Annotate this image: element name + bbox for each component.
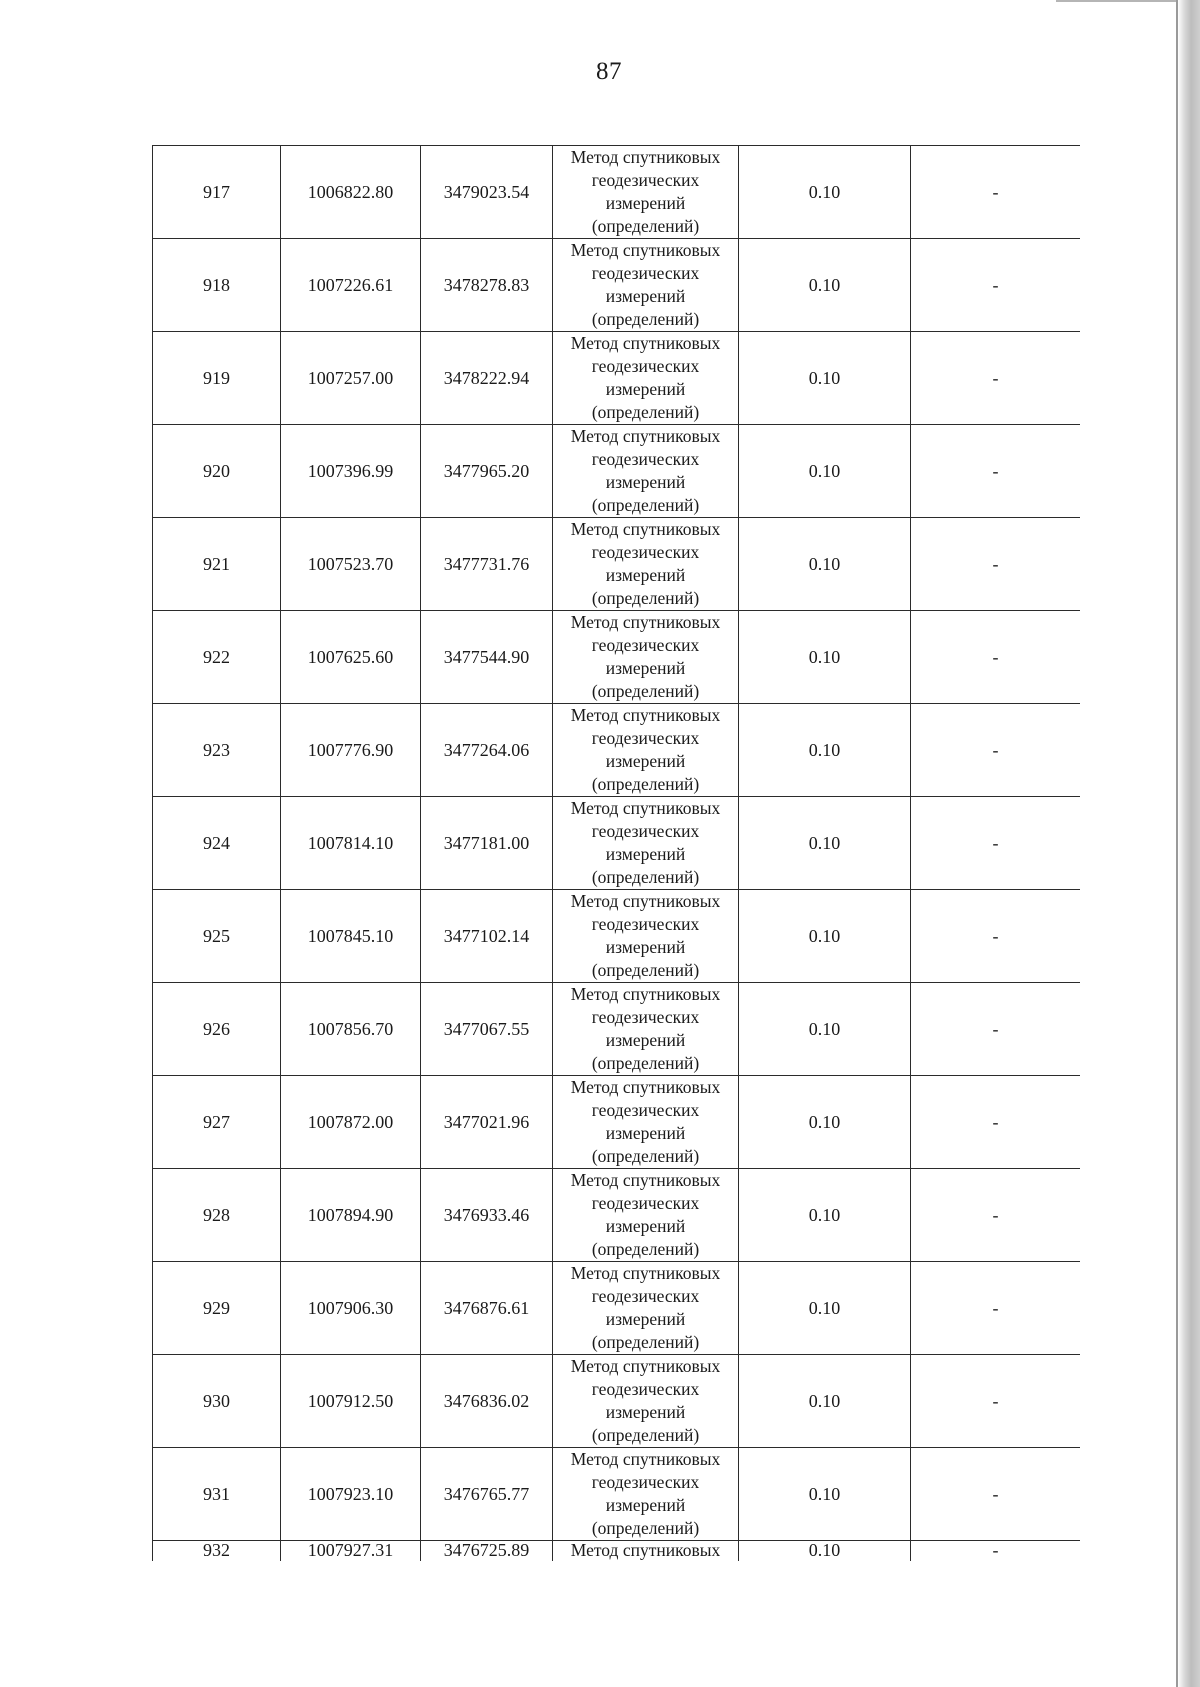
x-coordinate-cell: 1007927.31 bbox=[281, 1541, 421, 1562]
x-coordinate-cell: 1007923.10 bbox=[281, 1448, 421, 1541]
note-cell: - bbox=[911, 890, 1081, 983]
table-row bbox=[153, 611, 1081, 704]
method-line: геодезических bbox=[591, 356, 700, 376]
method-line: измерений bbox=[605, 472, 686, 492]
note-cell: - bbox=[911, 425, 1081, 518]
method-cell bbox=[553, 797, 739, 890]
method-cell bbox=[553, 1262, 739, 1355]
y-coordinate-cell: 3476765.77 bbox=[421, 1448, 553, 1541]
method-line: измерений bbox=[605, 1216, 686, 1236]
method-line: геодезических bbox=[591, 914, 700, 934]
y-coordinate-cell: 3477067.55 bbox=[421, 983, 553, 1076]
coordinates-table-container bbox=[152, 145, 1080, 1583]
table-row bbox=[153, 332, 1081, 425]
accuracy-cell: 0.10 bbox=[739, 1169, 911, 1262]
method-cell bbox=[553, 425, 739, 518]
x-coordinate-cell: 1007776.90 bbox=[281, 704, 421, 797]
y-coordinate-cell: 3477731.76 bbox=[421, 518, 553, 611]
point-number-cell: 920 bbox=[153, 425, 281, 518]
method-line: измерений bbox=[605, 1030, 686, 1050]
scan-page-edge bbox=[1178, 0, 1200, 1687]
method-line: Метод спутниковых bbox=[570, 984, 721, 1004]
table-row bbox=[153, 890, 1081, 983]
method-line: измерений bbox=[605, 379, 686, 399]
point-number-cell: 925 bbox=[153, 890, 281, 983]
note-cell: - bbox=[911, 332, 1081, 425]
y-coordinate-cell: 3477544.90 bbox=[421, 611, 553, 704]
method-cell: Метод спутниковых bbox=[553, 1541, 739, 1562]
method-cell bbox=[553, 1355, 739, 1448]
note-cell: - bbox=[911, 1448, 1081, 1541]
accuracy-cell: 0.10 bbox=[739, 1262, 911, 1355]
note-cell: - bbox=[911, 797, 1081, 890]
note-cell: - bbox=[911, 1541, 1081, 1562]
accuracy-cell: 0.10 bbox=[739, 890, 911, 983]
point-number-cell: 917 bbox=[153, 146, 281, 239]
method-line: геодезических bbox=[591, 821, 700, 841]
y-coordinate-cell: 3477264.06 bbox=[421, 704, 553, 797]
method-line: (определений) bbox=[591, 309, 700, 329]
method-line: (определений) bbox=[591, 960, 700, 980]
method-line: геодезических bbox=[591, 1007, 700, 1027]
x-coordinate-cell: 1007845.10 bbox=[281, 890, 421, 983]
point-number-cell: 921 bbox=[153, 518, 281, 611]
y-coordinate-cell: 3477965.20 bbox=[421, 425, 553, 518]
note-cell: - bbox=[911, 1355, 1081, 1448]
method-cell bbox=[553, 146, 739, 239]
method-cell bbox=[553, 1448, 739, 1541]
method-cell bbox=[553, 983, 739, 1076]
table-row bbox=[153, 704, 1081, 797]
table-row bbox=[153, 146, 1081, 239]
method-line: (определений) bbox=[591, 495, 700, 515]
method-line: геодезических bbox=[591, 728, 700, 748]
accuracy-cell: 0.10 bbox=[739, 518, 911, 611]
x-coordinate-cell: 1007912.50 bbox=[281, 1355, 421, 1448]
note-cell: - bbox=[911, 518, 1081, 611]
method-line: измерений bbox=[605, 937, 686, 957]
method-line: геодезических bbox=[591, 1379, 700, 1399]
table-row bbox=[153, 797, 1081, 890]
point-number-cell: 924 bbox=[153, 797, 281, 890]
point-number-cell: 932 bbox=[153, 1541, 281, 1562]
method-line: Метод спутниковых bbox=[570, 705, 721, 725]
x-coordinate-cell: 1007396.99 bbox=[281, 425, 421, 518]
method-cell bbox=[553, 239, 739, 332]
method-line: геодезических bbox=[591, 542, 700, 562]
note-cell: - bbox=[911, 1169, 1081, 1262]
method-line: Метод спутниковых bbox=[570, 240, 721, 260]
method-line: (определений) bbox=[591, 774, 700, 794]
method-line: (определений) bbox=[591, 1146, 700, 1166]
method-line: Метод спутниковых bbox=[570, 426, 721, 446]
method-line: Метод спутниковых bbox=[570, 891, 721, 911]
method-line: Метод спутниковых bbox=[570, 1449, 721, 1469]
point-number-cell: 930 bbox=[153, 1355, 281, 1448]
x-coordinate-cell: 1006822.80 bbox=[281, 146, 421, 239]
table-row-partial bbox=[153, 1541, 1081, 1562]
point-number-cell: 928 bbox=[153, 1169, 281, 1262]
note-cell: - bbox=[911, 239, 1081, 332]
method-line: измерений bbox=[605, 1402, 686, 1422]
point-number-cell: 926 bbox=[153, 983, 281, 1076]
accuracy-cell: 0.10 bbox=[739, 983, 911, 1076]
point-number-cell: 923 bbox=[153, 704, 281, 797]
method-line: измерений bbox=[605, 658, 686, 678]
method-line: геодезических bbox=[591, 170, 700, 190]
accuracy-cell: 0.10 bbox=[739, 332, 911, 425]
method-line: геодезических bbox=[591, 449, 700, 469]
method-line: геодезических bbox=[591, 1472, 700, 1492]
method-line: геодезических bbox=[591, 1193, 700, 1213]
x-coordinate-cell: 1007894.90 bbox=[281, 1169, 421, 1262]
method-line: измерений bbox=[605, 286, 686, 306]
method-line: (определений) bbox=[591, 1425, 700, 1445]
note-cell: - bbox=[911, 704, 1081, 797]
method-line: геодезических bbox=[591, 1286, 700, 1306]
method-line: геодезических bbox=[591, 1100, 700, 1120]
accuracy-cell: 0.10 bbox=[739, 1076, 911, 1169]
method-line: Метод спутниковых bbox=[570, 612, 721, 632]
y-coordinate-cell: 3477102.14 bbox=[421, 890, 553, 983]
scan-top-border bbox=[1056, 0, 1176, 2]
table-row bbox=[153, 1169, 1081, 1262]
y-coordinate-cell: 3476725.89 bbox=[421, 1541, 553, 1562]
x-coordinate-cell: 1007226.61 bbox=[281, 239, 421, 332]
method-line: (определений) bbox=[591, 1518, 700, 1538]
accuracy-cell: 0.10 bbox=[739, 425, 911, 518]
point-number-cell: 929 bbox=[153, 1262, 281, 1355]
x-coordinate-cell: 1007906.30 bbox=[281, 1262, 421, 1355]
method-line: измерений bbox=[605, 844, 686, 864]
accuracy-cell: 0.10 bbox=[739, 1541, 911, 1562]
table-row bbox=[153, 1076, 1081, 1169]
method-line: измерений bbox=[605, 1309, 686, 1329]
method-cell bbox=[553, 1169, 739, 1262]
x-coordinate-cell: 1007856.70 bbox=[281, 983, 421, 1076]
x-coordinate-cell: 1007814.10 bbox=[281, 797, 421, 890]
note-cell: - bbox=[911, 611, 1081, 704]
accuracy-cell: 0.10 bbox=[739, 1448, 911, 1541]
table-row bbox=[153, 1448, 1081, 1541]
method-line: измерений bbox=[605, 1495, 686, 1515]
method-line: измерений bbox=[605, 565, 686, 585]
accuracy-cell: 0.10 bbox=[739, 239, 911, 332]
x-coordinate-cell: 1007625.60 bbox=[281, 611, 421, 704]
note-cell: - bbox=[911, 1262, 1081, 1355]
note-cell: - bbox=[911, 983, 1081, 1076]
y-coordinate-cell: 3477181.00 bbox=[421, 797, 553, 890]
method-line: Метод спутниковых bbox=[570, 1263, 721, 1283]
method-line: измерений bbox=[605, 193, 686, 213]
y-coordinate-cell: 3477021.96 bbox=[421, 1076, 553, 1169]
table-row bbox=[153, 1262, 1081, 1355]
table-body bbox=[153, 146, 1081, 1562]
method-line: геодезических bbox=[591, 263, 700, 283]
method-line: Метод спутниковых bbox=[570, 1170, 721, 1190]
accuracy-cell: 0.10 bbox=[739, 704, 911, 797]
y-coordinate-cell: 3478222.94 bbox=[421, 332, 553, 425]
method-cell bbox=[553, 332, 739, 425]
method-line: (определений) bbox=[591, 1053, 700, 1073]
method-line: измерений bbox=[605, 751, 686, 771]
y-coordinate-cell: 3476933.46 bbox=[421, 1169, 553, 1262]
accuracy-cell: 0.10 bbox=[739, 146, 911, 239]
point-number-cell: 922 bbox=[153, 611, 281, 704]
y-coordinate-cell: 3476876.61 bbox=[421, 1262, 553, 1355]
method-line: (определений) bbox=[591, 402, 700, 422]
method-line: (определений) bbox=[591, 1332, 700, 1352]
x-coordinate-cell: 1007523.70 bbox=[281, 518, 421, 611]
table-row bbox=[153, 518, 1081, 611]
table-row bbox=[153, 1355, 1081, 1448]
method-line: (определений) bbox=[591, 1239, 700, 1259]
coordinates-table bbox=[152, 145, 1080, 1561]
y-coordinate-cell: 3476836.02 bbox=[421, 1355, 553, 1448]
y-coordinate-cell: 3479023.54 bbox=[421, 146, 553, 239]
y-coordinate-cell: 3478278.83 bbox=[421, 239, 553, 332]
method-line: измерений bbox=[605, 1123, 686, 1143]
method-line: Метод спутниковых bbox=[570, 1077, 721, 1097]
point-number-cell: 919 bbox=[153, 332, 281, 425]
table-row bbox=[153, 983, 1081, 1076]
method-line: (определений) bbox=[591, 681, 700, 701]
accuracy-cell: 0.10 bbox=[739, 611, 911, 704]
method-cell bbox=[553, 1076, 739, 1169]
method-line: Метод спутниковых bbox=[570, 519, 721, 539]
point-number-cell: 927 bbox=[153, 1076, 281, 1169]
method-line: Метод спутниковых bbox=[570, 798, 721, 818]
method-line: Метод спутниковых bbox=[570, 1356, 721, 1376]
method-cell bbox=[553, 518, 739, 611]
method-line: (определений) bbox=[591, 216, 700, 236]
method-line: геодезических bbox=[591, 635, 700, 655]
table-row bbox=[153, 239, 1081, 332]
x-coordinate-cell: 1007257.00 bbox=[281, 332, 421, 425]
method-line: Метод спутниковых bbox=[570, 147, 721, 167]
x-coordinate-cell: 1007872.00 bbox=[281, 1076, 421, 1169]
point-number-cell: 918 bbox=[153, 239, 281, 332]
page-number: 87 bbox=[596, 58, 622, 85]
note-cell: - bbox=[911, 1076, 1081, 1169]
method-line: (определений) bbox=[591, 588, 700, 608]
point-number-cell: 931 bbox=[153, 1448, 281, 1541]
method-line: Метод спутниковых bbox=[570, 333, 721, 353]
method-cell bbox=[553, 704, 739, 797]
accuracy-cell: 0.10 bbox=[739, 797, 911, 890]
method-cell bbox=[553, 890, 739, 983]
method-line: (определений) bbox=[591, 867, 700, 887]
note-cell: - bbox=[911, 146, 1081, 239]
accuracy-cell: 0.10 bbox=[739, 1355, 911, 1448]
table-row bbox=[153, 425, 1081, 518]
method-cell bbox=[553, 611, 739, 704]
